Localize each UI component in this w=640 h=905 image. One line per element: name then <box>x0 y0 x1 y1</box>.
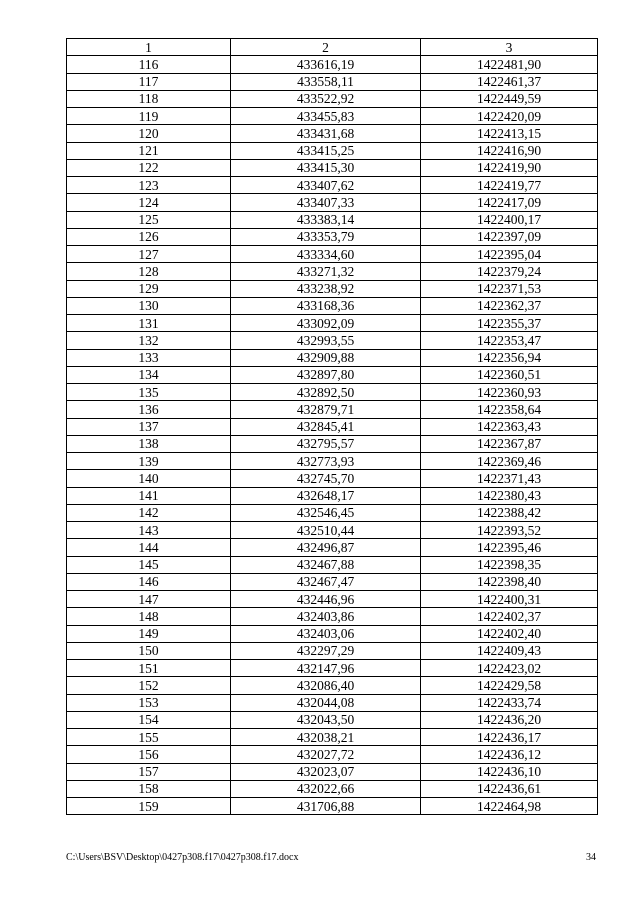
table-row <box>67 418 598 435</box>
point-number-cell: 155 <box>67 729 231 746</box>
x-coordinate-cell: 432297,29 <box>231 642 421 659</box>
point-number-cell: 132 <box>67 332 231 349</box>
table-row <box>67 556 598 573</box>
table-body <box>67 56 598 815</box>
y-coordinate-cell: 1422461,37 <box>421 73 598 90</box>
y-coordinate-cell: 1422419,90 <box>421 159 598 176</box>
table-row <box>67 522 598 539</box>
x-coordinate-cell: 432086,40 <box>231 677 421 694</box>
y-coordinate-cell: 1422400,31 <box>421 591 598 608</box>
table-row <box>67 435 598 452</box>
table-row <box>67 470 598 487</box>
x-coordinate-cell: 432773,93 <box>231 453 421 470</box>
x-coordinate-cell: 432043,50 <box>231 711 421 728</box>
x-coordinate-cell: 433455,83 <box>231 108 421 125</box>
y-coordinate-cell: 1422423,02 <box>421 660 598 677</box>
y-coordinate-cell: 1422402,40 <box>421 625 598 642</box>
point-number-cell: 130 <box>67 297 231 314</box>
table-row <box>67 211 598 228</box>
table-row <box>67 660 598 677</box>
x-coordinate-cell: 433092,09 <box>231 315 421 332</box>
x-coordinate-cell: 433431,68 <box>231 125 421 142</box>
y-coordinate-cell: 1422436,20 <box>421 711 598 728</box>
table-row <box>67 677 598 694</box>
y-coordinate-cell: 1422362,37 <box>421 297 598 314</box>
table-row <box>67 297 598 314</box>
x-coordinate-cell: 431706,88 <box>231 798 421 815</box>
x-coordinate-cell: 433168,36 <box>231 297 421 314</box>
y-coordinate-cell: 1422353,47 <box>421 332 598 349</box>
x-coordinate-cell: 433616,19 <box>231 56 421 73</box>
point-number-cell: 153 <box>67 694 231 711</box>
point-number-cell: 144 <box>67 539 231 556</box>
footer-page-number: 34 <box>586 852 596 863</box>
table-row <box>67 401 598 418</box>
y-coordinate-cell: 1422419,77 <box>421 177 598 194</box>
point-number-cell: 118 <box>67 90 231 107</box>
x-coordinate-cell: 432038,21 <box>231 729 421 746</box>
table-row <box>67 159 598 176</box>
y-coordinate-cell: 1422369,46 <box>421 453 598 470</box>
table-row <box>67 608 598 625</box>
point-number-cell: 135 <box>67 384 231 401</box>
column-header-1: 1 <box>67 39 231 56</box>
table-row <box>67 366 598 383</box>
point-number-cell: 146 <box>67 573 231 590</box>
x-coordinate-cell: 432892,50 <box>231 384 421 401</box>
x-coordinate-cell: 433353,79 <box>231 228 421 245</box>
point-number-cell: 125 <box>67 211 231 228</box>
y-coordinate-cell: 1422395,04 <box>421 246 598 263</box>
point-number-cell: 127 <box>67 246 231 263</box>
table-row <box>67 332 598 349</box>
y-coordinate-cell: 1422402,37 <box>421 608 598 625</box>
coordinates-table <box>66 38 598 815</box>
y-coordinate-cell: 1422416,90 <box>421 142 598 159</box>
table-row <box>67 625 598 642</box>
point-number-cell: 128 <box>67 263 231 280</box>
y-coordinate-cell: 1422436,61 <box>421 780 598 797</box>
table-row <box>67 194 598 211</box>
table-row <box>67 73 598 90</box>
point-number-cell: 138 <box>67 435 231 452</box>
y-coordinate-cell: 1422360,51 <box>421 366 598 383</box>
y-coordinate-cell: 1422429,58 <box>421 677 598 694</box>
y-coordinate-cell: 1422363,43 <box>421 418 598 435</box>
y-coordinate-cell: 1422360,93 <box>421 384 598 401</box>
x-coordinate-cell: 433407,33 <box>231 194 421 211</box>
x-coordinate-cell: 432023,07 <box>231 763 421 780</box>
table-row <box>67 56 598 73</box>
table-row <box>67 487 598 504</box>
y-coordinate-cell: 1422397,09 <box>421 228 598 245</box>
point-number-cell: 143 <box>67 522 231 539</box>
point-number-cell: 117 <box>67 73 231 90</box>
y-coordinate-cell: 1422388,42 <box>421 504 598 521</box>
y-coordinate-cell: 1422409,43 <box>421 642 598 659</box>
table-header <box>67 39 598 56</box>
column-header-3: 3 <box>421 39 598 56</box>
table-row <box>67 246 598 263</box>
x-coordinate-cell: 433415,30 <box>231 159 421 176</box>
column-header-2: 2 <box>231 39 421 56</box>
x-coordinate-cell: 432147,96 <box>231 660 421 677</box>
point-number-cell: 147 <box>67 591 231 608</box>
y-coordinate-cell: 1422398,35 <box>421 556 598 573</box>
x-coordinate-cell: 432879,71 <box>231 401 421 418</box>
point-number-cell: 156 <box>67 746 231 763</box>
x-coordinate-cell: 432909,88 <box>231 349 421 366</box>
point-number-cell: 126 <box>67 228 231 245</box>
point-number-cell: 140 <box>67 470 231 487</box>
x-coordinate-cell: 432795,57 <box>231 435 421 452</box>
table-row <box>67 780 598 797</box>
table-row <box>67 315 598 332</box>
x-coordinate-cell: 432403,06 <box>231 625 421 642</box>
x-coordinate-cell: 432648,17 <box>231 487 421 504</box>
point-number-cell: 157 <box>67 763 231 780</box>
point-number-cell: 133 <box>67 349 231 366</box>
point-number-cell: 134 <box>67 366 231 383</box>
y-coordinate-cell: 1422417,09 <box>421 194 598 211</box>
point-number-cell: 148 <box>67 608 231 625</box>
y-coordinate-cell: 1422433,74 <box>421 694 598 711</box>
x-coordinate-cell: 433334,60 <box>231 246 421 263</box>
point-number-cell: 145 <box>67 556 231 573</box>
x-coordinate-cell: 433522,92 <box>231 90 421 107</box>
x-coordinate-cell: 432027,72 <box>231 746 421 763</box>
x-coordinate-cell: 432510,44 <box>231 522 421 539</box>
x-coordinate-cell: 432446,96 <box>231 591 421 608</box>
point-number-cell: 142 <box>67 504 231 521</box>
table-row <box>67 746 598 763</box>
y-coordinate-cell: 1422379,24 <box>421 263 598 280</box>
y-coordinate-cell: 1422355,37 <box>421 315 598 332</box>
y-coordinate-cell: 1422464,98 <box>421 798 598 815</box>
y-coordinate-cell: 1422371,53 <box>421 280 598 297</box>
table-row <box>67 711 598 728</box>
table-row <box>67 280 598 297</box>
table-row <box>67 763 598 780</box>
table-row <box>67 453 598 470</box>
y-coordinate-cell: 1422393,52 <box>421 522 598 539</box>
table-row <box>67 504 598 521</box>
y-coordinate-cell: 1422367,87 <box>421 435 598 452</box>
table-row <box>67 798 598 815</box>
x-coordinate-cell: 433415,25 <box>231 142 421 159</box>
point-number-cell: 152 <box>67 677 231 694</box>
table-row <box>67 591 598 608</box>
table-row <box>67 90 598 107</box>
point-number-cell: 136 <box>67 401 231 418</box>
point-number-cell: 129 <box>67 280 231 297</box>
table-row <box>67 573 598 590</box>
point-number-cell: 141 <box>67 487 231 504</box>
y-coordinate-cell: 1422481,90 <box>421 56 598 73</box>
x-coordinate-cell: 432845,41 <box>231 418 421 435</box>
x-coordinate-cell: 433383,14 <box>231 211 421 228</box>
x-coordinate-cell: 432467,47 <box>231 573 421 590</box>
table-row <box>67 729 598 746</box>
y-coordinate-cell: 1422395,46 <box>421 539 598 556</box>
point-number-cell: 122 <box>67 159 231 176</box>
x-coordinate-cell: 432745,70 <box>231 470 421 487</box>
table-row <box>67 177 598 194</box>
x-coordinate-cell: 433407,62 <box>231 177 421 194</box>
table-row <box>67 125 598 142</box>
table-row <box>67 228 598 245</box>
y-coordinate-cell: 1422436,10 <box>421 763 598 780</box>
table-row <box>67 642 598 659</box>
point-number-cell: 120 <box>67 125 231 142</box>
x-coordinate-cell: 432496,87 <box>231 539 421 556</box>
point-number-cell: 158 <box>67 780 231 797</box>
y-coordinate-cell: 1422371,43 <box>421 470 598 487</box>
y-coordinate-cell: 1422420,09 <box>421 108 598 125</box>
y-coordinate-cell: 1422436,17 <box>421 729 598 746</box>
y-coordinate-cell: 1422358,64 <box>421 401 598 418</box>
point-number-cell: 151 <box>67 660 231 677</box>
point-number-cell: 123 <box>67 177 231 194</box>
table-row <box>67 384 598 401</box>
x-coordinate-cell: 432546,45 <box>231 504 421 521</box>
y-coordinate-cell: 1422413,15 <box>421 125 598 142</box>
table-row <box>67 539 598 556</box>
y-coordinate-cell: 1422449,59 <box>421 90 598 107</box>
point-number-cell: 121 <box>67 142 231 159</box>
point-number-cell: 154 <box>67 711 231 728</box>
point-number-cell: 124 <box>67 194 231 211</box>
x-coordinate-cell: 432897,80 <box>231 366 421 383</box>
y-coordinate-cell: 1422436,12 <box>421 746 598 763</box>
point-number-cell: 139 <box>67 453 231 470</box>
point-number-cell: 116 <box>67 56 231 73</box>
table-row <box>67 349 598 366</box>
x-coordinate-cell: 432022,66 <box>231 780 421 797</box>
point-number-cell: 150 <box>67 642 231 659</box>
y-coordinate-cell: 1422400,17 <box>421 211 598 228</box>
table-header-row <box>67 39 598 56</box>
y-coordinate-cell: 1422380,43 <box>421 487 598 504</box>
y-coordinate-cell: 1422398,40 <box>421 573 598 590</box>
y-coordinate-cell: 1422356,94 <box>421 349 598 366</box>
point-number-cell: 149 <box>67 625 231 642</box>
footer-file-path: C:\Users\BSV\Desktop\0427p308.f17\0427p308.f17.docx <box>66 852 299 863</box>
x-coordinate-cell: 432467,88 <box>231 556 421 573</box>
point-number-cell: 159 <box>67 798 231 815</box>
x-coordinate-cell: 432993,55 <box>231 332 421 349</box>
table-row <box>67 108 598 125</box>
point-number-cell: 131 <box>67 315 231 332</box>
table-row <box>67 142 598 159</box>
x-coordinate-cell: 433238,92 <box>231 280 421 297</box>
table-row <box>67 263 598 280</box>
x-coordinate-cell: 433558,11 <box>231 73 421 90</box>
x-coordinate-cell: 432403,86 <box>231 608 421 625</box>
point-number-cell: 137 <box>67 418 231 435</box>
table-row <box>67 694 598 711</box>
x-coordinate-cell: 433271,32 <box>231 263 421 280</box>
point-number-cell: 119 <box>67 108 231 125</box>
x-coordinate-cell: 432044,08 <box>231 694 421 711</box>
